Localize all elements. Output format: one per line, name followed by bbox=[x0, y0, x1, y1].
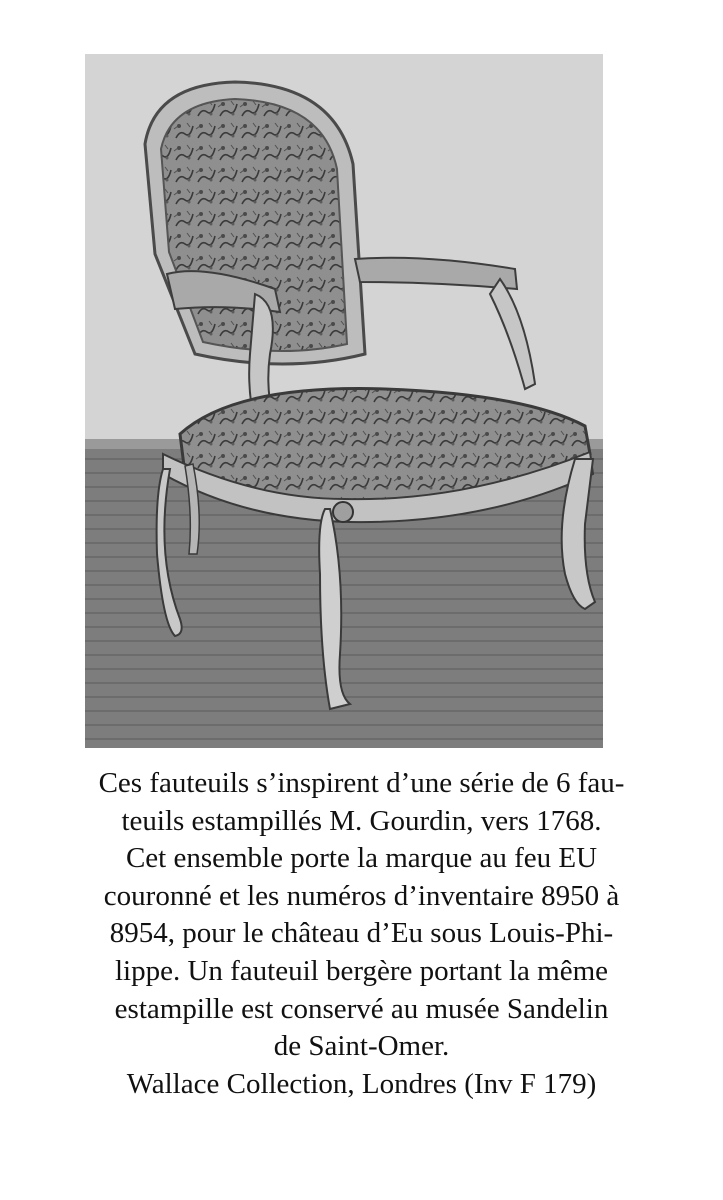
credit-line: Wallace Collection, Londres (Inv F 179) bbox=[126, 1067, 597, 1100]
caption-line: couronné et les numéros d’inventaire 8950 à bbox=[103, 879, 620, 912]
caption-line: lippe. Un fauteuil bergère portant la même bbox=[114, 954, 609, 987]
photo-caption bbox=[0, 765, 723, 1103]
caption-line: Ces fauteuils s’inspirent d’une série de 6 fau- bbox=[98, 767, 625, 799]
caption-line: Cet ensemble porte la marque au feu EU bbox=[125, 842, 598, 875]
caption-line: 8954, pour le château d’Eu sous Louis-Phi- bbox=[109, 917, 614, 950]
armchair-photo bbox=[85, 54, 603, 748]
caption-line: estampille est conservé au musée Sandelin bbox=[114, 992, 609, 1025]
caption-line: de Saint-Omer. bbox=[273, 1030, 450, 1063]
caption-line: teuils estampillés M. Gourdin, vers 1768. bbox=[121, 804, 602, 837]
